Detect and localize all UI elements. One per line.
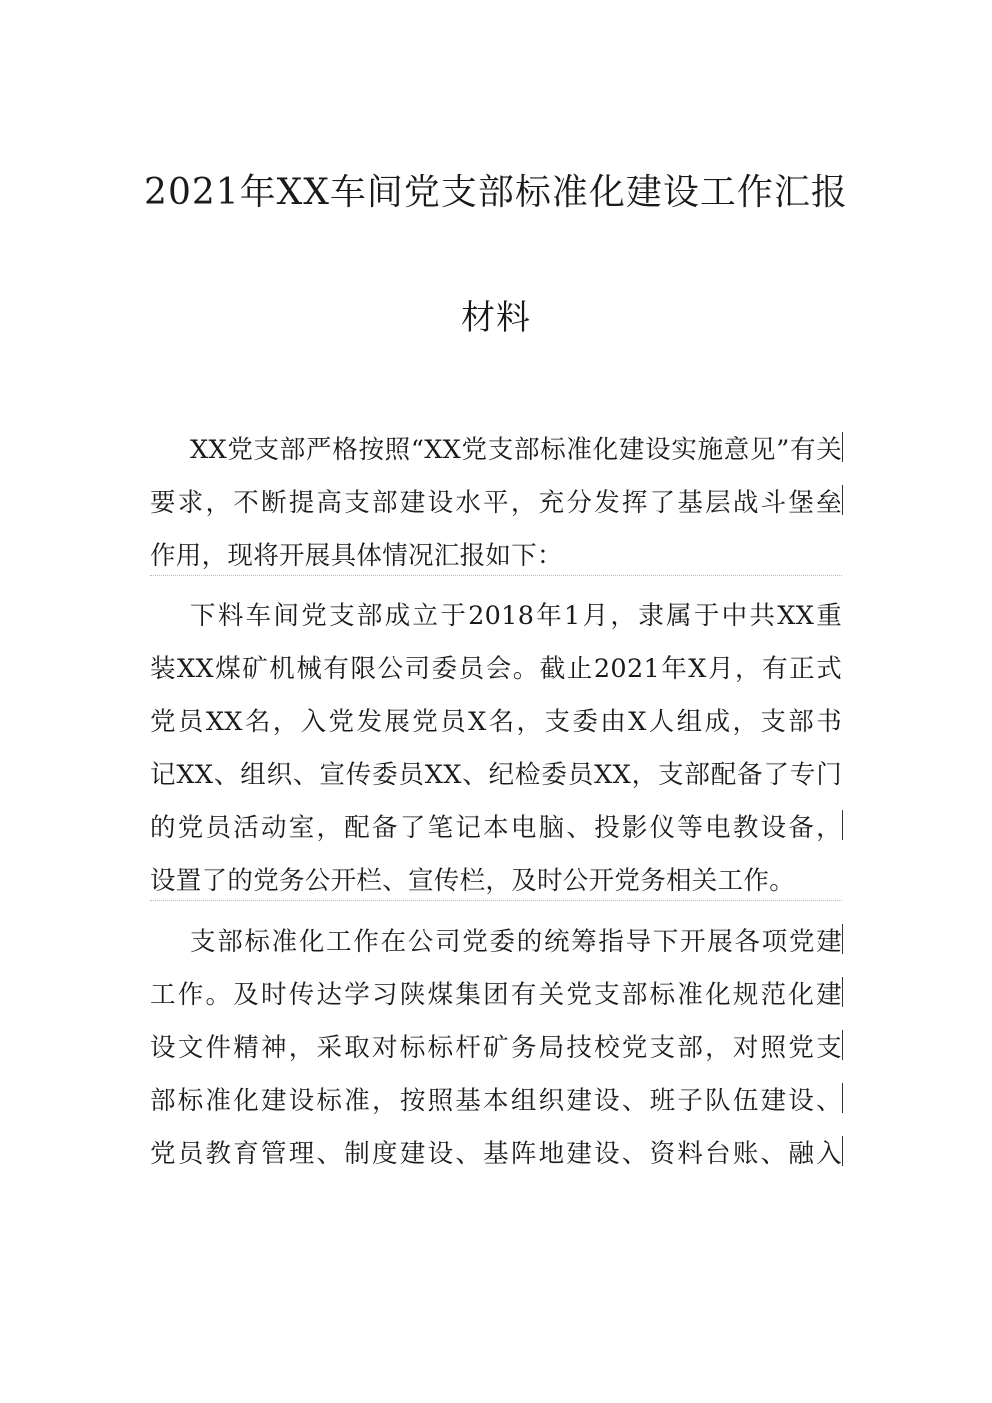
margin-bar — [842, 810, 843, 840]
document-title-continued: 材料 — [461, 298, 531, 338]
section-divider — [150, 900, 842, 901]
paragraph-line: 设置了的党务公开栏、宣传栏，及时公开党务相关工作。 — [150, 866, 796, 896]
margin-bar — [842, 1083, 843, 1113]
paragraph-line: 下料车间党支部成立于2018年1月，隶属于中共XX重 — [190, 601, 842, 631]
paragraph-line: 支部标准化工作在公司党委的统筹指导下开展各项党建 — [190, 927, 842, 957]
margin-bar — [842, 1136, 843, 1166]
paragraph-line: 作用，现将开展具体情况汇报如下： — [150, 541, 563, 571]
margin-bar — [842, 432, 843, 462]
document-title: 2021年XX车间党支部标准化建设工作汇报 — [144, 172, 848, 213]
paragraph-line: 党员XX名，入党发展党员X名，支委由X人组成，支部书 — [150, 707, 842, 737]
paragraph-line: 的党员活动室，配备了笔记本电脑、投影仪等电教设备， — [150, 813, 842, 843]
paragraph-line: 工作。及时传达学习陕煤集团有关党支部标准化规范化建 — [150, 980, 842, 1010]
paragraph-line: XX党支部严格按照“XX党支部标准化建设实施意见”有关 — [190, 435, 842, 465]
margin-bar — [842, 977, 843, 1007]
paragraph-line: 党员教育管理、制度建设、基阵地建设、资料台账、融入 — [150, 1139, 842, 1169]
margin-bar — [842, 1030, 843, 1060]
margin-bar — [842, 485, 843, 515]
paragraph-line: 部标准化建设标准，按照基本组织建设、班子队伍建设、 — [150, 1086, 842, 1116]
section-divider — [150, 575, 842, 576]
paragraph-line: 装XX煤矿机械有限公司委员会。截止2021年X月，有正式 — [150, 654, 842, 684]
paragraph-line: 要求，不断提高支部建设水平，充分发挥了基层战斗堡垒 — [150, 488, 842, 518]
margin-bar — [842, 924, 843, 954]
paragraph-line: 设文件精神，采取对标标杆矿务局技校党支部，对照党支 — [150, 1033, 842, 1063]
paragraph-line: 记XX、组织、宣传委员XX、纪检委员XX，支部配备了专门 — [150, 760, 842, 790]
